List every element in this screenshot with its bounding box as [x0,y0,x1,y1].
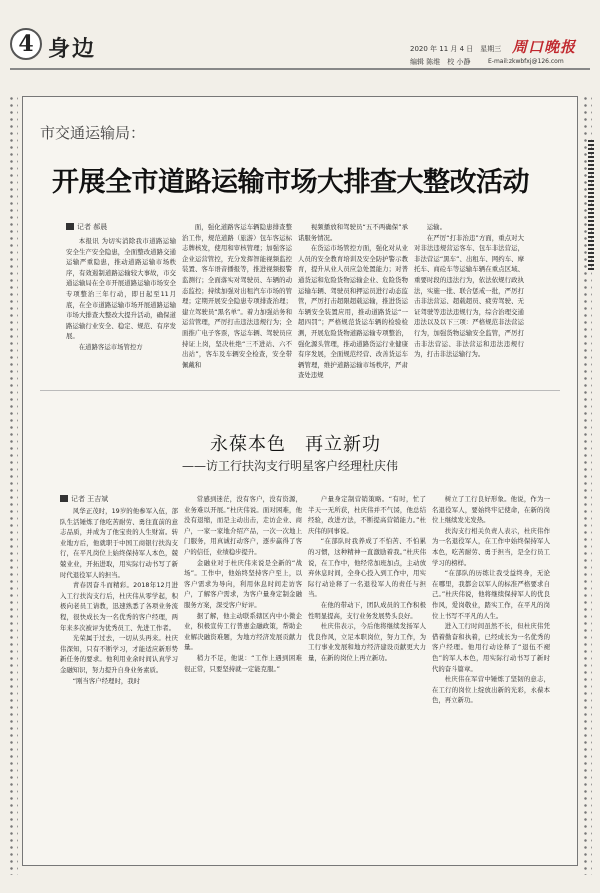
article1-col4-text: 运输。 [426,223,446,231]
article2-column-2 [184,494,302,856]
article2-col3-text: 户量身定制营销策略。“有时，忙了半天一无所获，杜庆伟并不气馁，他总结经验，改进方法，不断提高营销能力。”杜庆伟的同事说。 [308,495,426,535]
left-dotted-border [8,95,18,875]
article2-col2-text: 常感到迷茫，没有客户，没有资源，业务难以开展。”杜庆伟说。面对困难，他没有退缩，而是主动出击，走访企业、商户，一家一家地介绍产品，一次一次地上门服务，用真诚打动客户，逐步赢得了客户的信任，业绩稳步提升。 [184,495,302,556]
section-title: 身边 [48,36,97,62]
paragraph: 在严厉“打非治违”方面，重点对大对非法违规营运客车、包车非法营运，非法营运“黑车”、出租车、网约车、摩托车、商砼车等运输车辆在重点区域、重要时段的违法行为，依法依规行政执法，实施一批、联合惩戒一批，严厉打击非法营运、超载超员、疲劳驾驶、无证驾驶等违法违规行为，综合治理交通违法以及以下三项：严格规范非法营运行为，加强货物运输安全监管，严厉打击非法营运、非法营运和违法违规行为，打击非法运输行为。 [414,233,524,359]
masthead [0,0,600,90]
page-number: 4 [10,28,42,60]
paragraph: “在部队的历练让我受益终身，无论在哪里，我都会以军人的标准严格要求自己。”杜庆伟说，他将继续保持军人的优良作风，爱岗敬业，踏实工作，在平凡的岗位上书写不平凡的人生。 [432,569,550,620]
article1-column-4 [414,222,524,386]
article2-subhead: ——访工行扶沟支行明星客户经理杜庆伟 [182,459,399,473]
article1-column-1 [66,236,176,386]
article2-headline: 永葆本色 再立新功 [210,434,381,455]
issue-date: 2020 年 11 月 4 日 星期三 [410,45,502,53]
article1-col3-text: 视频播放和驾驶员“五不两确保”承诺服务情况。 [298,223,408,242]
newspaper-logo: 周口晚报 [512,38,577,56]
byline-marker-icon [66,223,74,230]
article-divider [40,390,560,391]
article2-byline-text: 记者 王吉斌 [71,495,109,503]
paragraph: 金融业对于杜庆伟来说是全新的“战场”。工作中，他始终坚持客户至上，以客户需求为导向，利用休息时间走访客户，了解客户需求，为客户量身定制金融服务方案，深受客户好评。 [184,558,302,609]
article2-col1-text: 风华正茂时，19岁的他参军入伍，部队生活锤炼了他吃苦耐劳、勇往直前的意志品质，并成为了他宝贵的人生财富。转业地方后，他就职于中国工商银行扶沟支行，在平凡岗位上始终保持军人本色，兢兢业业，开拓进取，用实际行动书写了新时代退役军人的担当。 [60,507,178,579]
paragraph: 光荣属于过去，一切从头再来。杜庆伟深知，只有不断学习，才能适应新形势新任务的要求。他利用业余时间认真学习金融知识，努力提升自身业务素质。 [60,634,178,674]
article1-byline-text: 记者 郝晨 [77,223,108,231]
paragraph: 进入工行时间虽然不长，但杜庆伟凭借着勤奋和执着，已经成长为一名优秀的客户经理。他用行动诠释了“退伍不褪色”的军人本色，用实际行动书写了新时代的奋斗篇章。 [432,622,550,673]
editor-credit: 编辑 陈维 校 小静 [410,58,471,66]
paragraph: 稍力不足，他说：“工作上遇到困难很正常，只要坚持就一定能克服。” [184,653,302,673]
contact-email: E-mail:zkwbfxj@126.com [488,58,564,65]
masthead-rule [10,68,590,70]
article1-col1-text: 本报讯 为切实消除我市道路运输安全生产安全隐患，全面整改道路交通运输严重隐患，推动道路运输市场秩序，有效遏制道路运输较大事故，市交通运输局在全市开展道路运输市场安全专项整治三年行动，即日起至11月底，在全市道路运输市场开展道路运输市场大排查大整改大提升活动，确保道路运输行业安全、稳定、规范、有序发展。 [66,237,176,341]
paragraph: “刚当客户经理时，我时 [72,676,141,685]
paragraph: 杜庆伟在军营中锤炼了坚韧的意志，在工行的岗位上绽放出新的光彩，永葆本色，再立新功。 [432,675,550,705]
article2-column-3 [308,494,426,856]
edge-barcode [588,140,594,270]
article2-column-4 [432,494,550,856]
paragraph: “在部队时我养成了不怕苦、不怕累的习惯，这种精神一直激励着我。”杜庆伟说，在工作中，他经常加班加点，主动放弃休息时间，全身心投入到工作中，用实际行动诠释了一名退役军人的责任与担当。 [308,537,426,599]
paragraph: 在道路客运市场管控方 [78,342,143,351]
article1-column-3 [298,222,408,386]
article1-column-2 [182,222,292,386]
article1-byline [66,222,107,232]
article1-headline: 开展全市道路运输市场大排查大整改活动 [52,167,529,198]
article1-kicker: 市交通运输局： [40,124,146,142]
paragraph: 杜庆伟表示，今后他将继续发扬军人优良作风，立足本职岗位，努力工作，为工行事业发展和地方经济建设贡献更大力量，在新的岗位上再立新功。 [308,622,426,662]
paragraph: 扶沟支行相关负责人表示，杜庆伟作为一名退役军人，在工作中始终保持军人本色，吃苦耐劳、勇于担当，是全行员工学习的榜样。 [432,526,550,567]
byline-marker-icon [60,495,68,502]
paragraph: 青春因奋斗而精彩。2018年12月进入工行扶沟支行后，杜庆伟从零学起，积极向老员工请教，迅速熟悉了各项业务流程，很快成长为一名优秀的客户经理，两年来多次被评为优秀员工、先进工作者。 [60,581,178,632]
article2-col4-text: 树立了工行良好形象。他说，作为一名退役军人，要始终牢记使命，在新的岗位上继续发光发热。 [432,495,550,525]
paragraph: 据了解，他主动联系辖区内中小微企业，积极宣传工行普惠金融政策，帮助企业解决融资难题，为地方经济发展贡献力量。 [184,611,302,652]
paragraph: 在货运市场管控方面，强化对从业人员的安全教育培训及安全防护警示教育，提升从业人员应急处置能力；对普通货运和危险货物运输企业、危险货物运输车辆、驾驶员和押运员进行动态监管，严厉打击超限超载运输，推进货运车辆安全装置应用，推动道路货运“一超四罚”；严格规范货运车辆的检验检测，开展危险货物道路运输专项整治，强化源头管理，推动道路货运行业健康有序发展，全面规范经营、改善货运车辆管理，维护道路运输市场秩序，严肃查处违规 [298,244,408,380]
paragraph: 在他的带动下，团队成员的工作积极性明显提高，支行业务发展势头良好。 [308,600,426,620]
article1-col2-text: 面，强化道路客运车辆隐患排查整治工作，规范道路（旅游）包车客运标志牌核发，使用和审核管理；加强客运企业运营管控，充分发挥智能视频监控装置、客车语音播报等，推进视频报警监测行；全面落实对驾驶员、车辆的动态监控；持续加强对出租汽车市场的管理；定期开展安全隐患专项排查治理；建立驾驶员“黑名单”。着力加强站务和运营管理，严厉打击违法违规行为；全面推广电子客票，客运车辆、驾驶员应持证上岗，坚决杜绝“三不进站、六不出站”，客车及车辆安全检查，安全带佩戴和 [182,223,292,369]
article2-column-1 [60,506,178,856]
article2-byline [60,494,108,504]
